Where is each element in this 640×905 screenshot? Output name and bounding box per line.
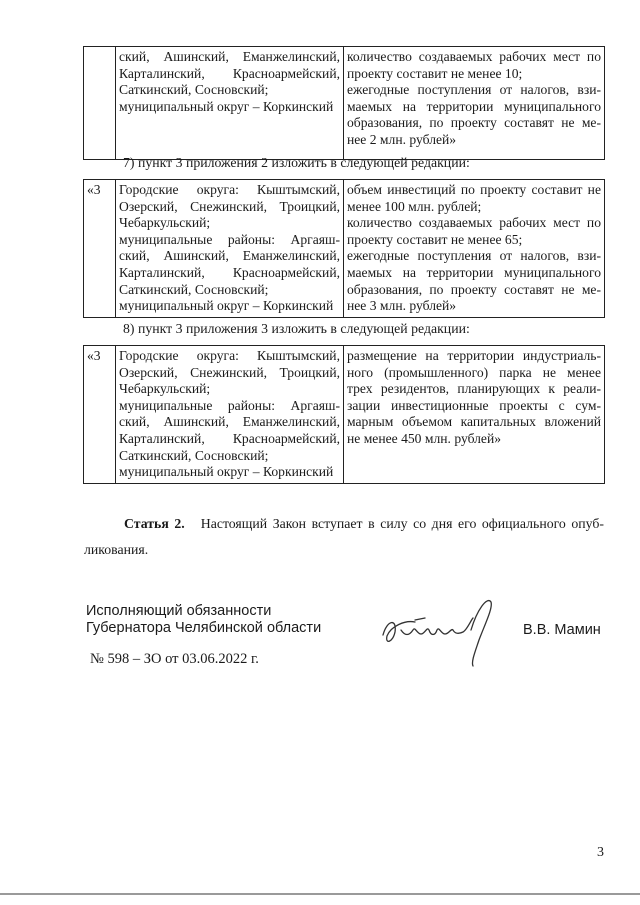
paragraph-7: 7) пункт 3 приложения 2 изложить в следующей редакции: — [123, 155, 470, 170]
table-row — [84, 47, 605, 160]
page-number: 3 — [597, 845, 604, 860]
signer-name: В.В. Мамин — [523, 622, 601, 638]
document-number: № 598 – ЗО от 03.06.2022 г. — [90, 651, 259, 667]
table-cell-criteria: количество создаваемых рабочих мест по проекту составит не менее 10; ежегодные поступления от налогов, взи- маемых на территории муниципального образования, по проекту составят не ме- нее 2 млн. рублей» — [344, 47, 605, 160]
table-row — [84, 180, 605, 318]
table-appendix-2 — [83, 179, 605, 318]
article-2 — [84, 511, 604, 563]
table-cell-territories: Городские округа: Кыштымский, Озерский, Снежинский, Троицкий, Чебаркульский; муниципальные районы: Аргаяш- ский, Ашинский, Еманжелинский, Карталинский, Красноармейский, Саткинский, Сосновский; муниципальный округ – Коркинский — [116, 346, 344, 484]
signer-title: Исполняющий обязанности Губернатора Челябинской области — [86, 603, 322, 636]
table-cell-number — [84, 47, 116, 160]
table-row — [84, 346, 605, 484]
article-text-line2: ликования. — [84, 542, 149, 557]
table-continuation — [83, 46, 605, 160]
paragraph-8: 8) пункт 3 приложения 3 изложить в следующей редакции: — [123, 321, 470, 336]
article-text-line1: Настоящий Закон вступает в силу со дня его официального опуб- — [200, 516, 604, 531]
table-cell-number: «3 — [84, 346, 116, 484]
table-cell-territories: ский, Ашинский, Еманжелинский, Карталинский, Красноармейский, Саткинский, Сосновский; муниципальный округ – Коркинский — [116, 47, 344, 160]
table-cell-criteria: объем инвестиций по проекту составит не менее 100 млн. рублей; количество создаваемых рабочих мест по проекту составит не менее 65; ежегодные поступления от налогов, взи- маемых на территории муниципального образования, по проекту составят не ме- нее 3 млн. рублей» — [344, 180, 605, 318]
table-cell-number: «3 — [84, 180, 116, 318]
table-cell-territories: Городские округа: Кыштымский, Озерский, Снежинский, Троицкий, Чебаркульский; муниципальные районы: Аргаяш- ский, Ашинский, Еманжелинский, Карталинский, Красноармейский, Саткинский, Сосновский; муниципальный округ – Коркинский — [116, 180, 344, 318]
table-appendix-3 — [83, 345, 605, 484]
handwritten-signature — [375, 590, 505, 670]
article-label: Статья 2. — [124, 516, 185, 531]
footer-divider — [0, 893, 640, 895]
table-cell-criteria: размещение на территории индустриаль- ного (промышленного) парка не менее трех резидентов, планирующих к реали- зации инвестиционные проекты с сум- марным объемом капитальных вложений не менее 450 млн. рублей» — [344, 346, 605, 484]
